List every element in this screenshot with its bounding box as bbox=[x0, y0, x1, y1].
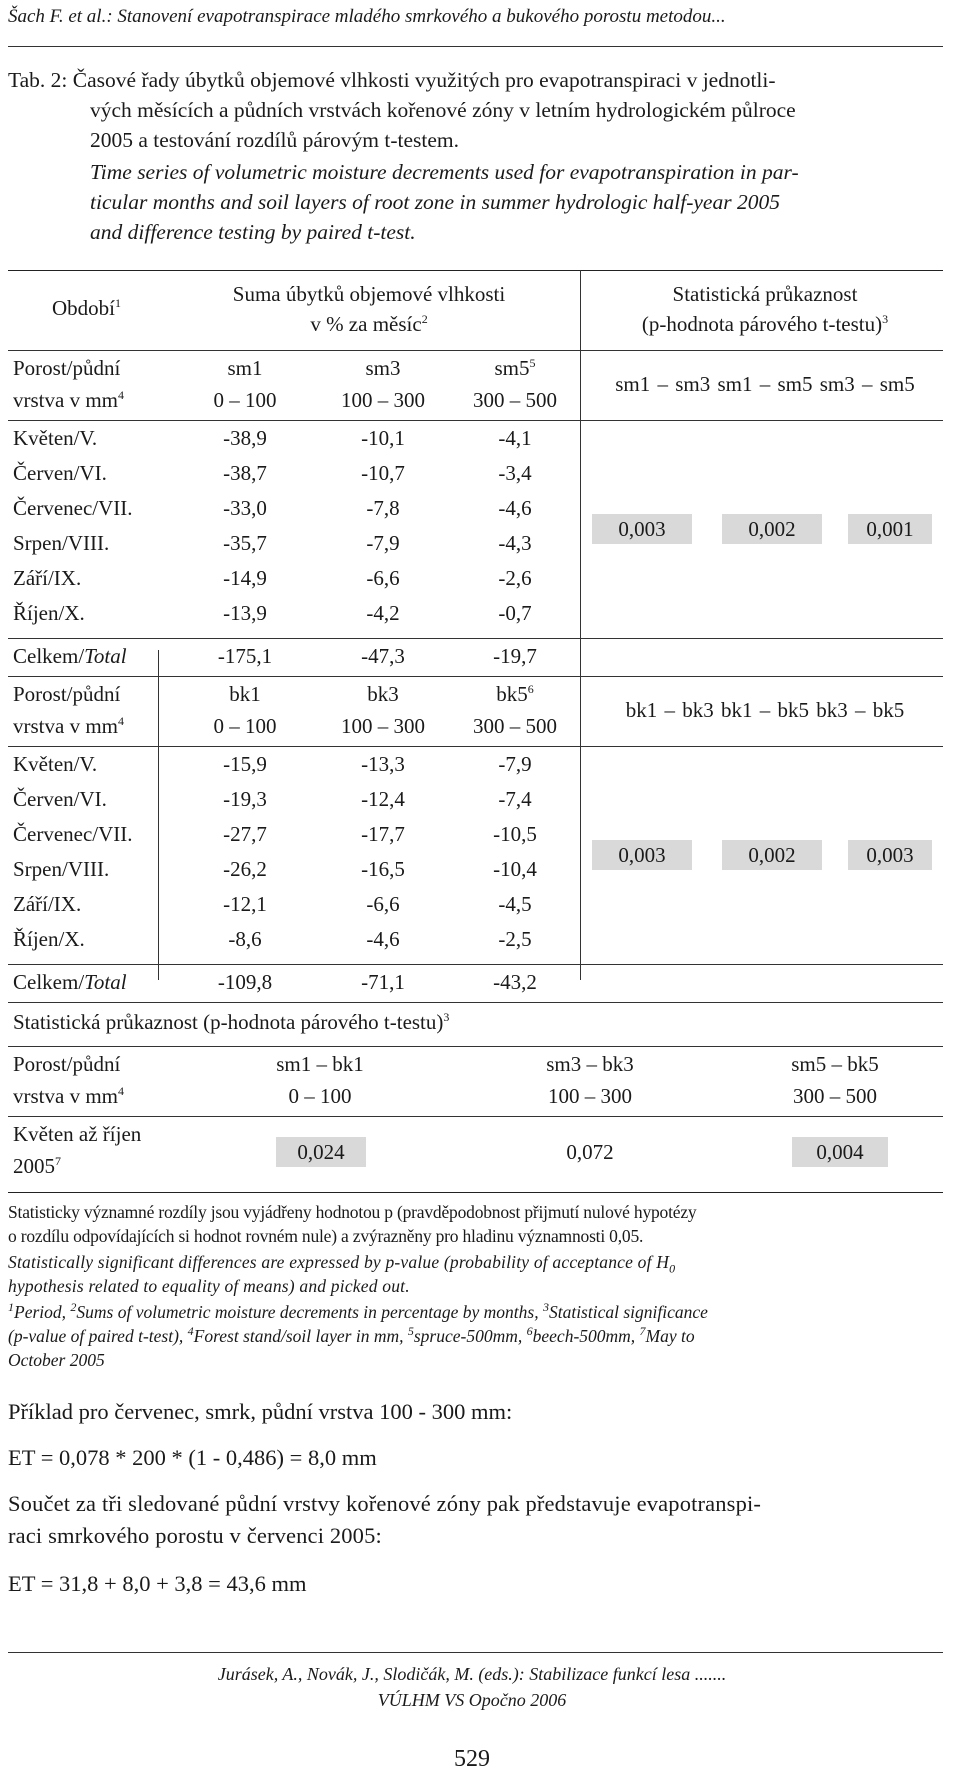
compare-period: Květen až říjen bbox=[13, 1122, 142, 1146]
row-value-layer1: -13,9 bbox=[223, 601, 267, 625]
compare-col-sm1-bk1-depth: 0 – 100 bbox=[288, 1084, 352, 1108]
row-value-layer1: -27,7 bbox=[223, 822, 267, 846]
page-number: 529 bbox=[454, 1746, 490, 1772]
row-value-layer1: -19,3 bbox=[223, 787, 267, 811]
beech-total-label: Celkem/Total bbox=[13, 970, 127, 994]
header-obdobi: Období$^1$ bbox=[52, 296, 121, 320]
col-sm3-depth: 100 – 300 bbox=[341, 388, 425, 412]
row-value-layer1: -33,0 bbox=[223, 496, 267, 520]
row-month: Květen/V. bbox=[13, 752, 98, 776]
porost-label: vrstva v $mm^4$ bbox=[13, 714, 124, 738]
row-rule bbox=[8, 1116, 943, 1117]
compare-p-sm5-bk5: 0,004 bbox=[792, 1137, 888, 1167]
row-value-layer1: -15,9 bbox=[223, 752, 267, 776]
beech-total-bk3: -71,1 bbox=[361, 970, 405, 994]
row-value-layer3: -17,7 bbox=[361, 822, 405, 846]
porost-label: Porost/půdní bbox=[13, 1052, 121, 1076]
row-value-layer1: -35,7 bbox=[223, 531, 267, 555]
row-value-layer5: -4,1 bbox=[498, 426, 532, 450]
spruce-p-sm1-sm5: 0,002 bbox=[722, 514, 822, 544]
beech-total-bk1: -109,8 bbox=[217, 970, 273, 994]
compare-title: Statistická průkaznost (p-hodnota párového t-testu)$^3$ bbox=[13, 1010, 450, 1034]
row-month: Srpen/VIII. bbox=[13, 531, 110, 555]
compare-col-sm5-bk5: sm5 – bk5 bbox=[791, 1052, 879, 1076]
header-suma: Suma úbytků objemové vlhkosti bbox=[232, 282, 506, 306]
row-value-layer5: -2,5 bbox=[498, 927, 532, 951]
header-suma-unit: v % za měsíc$^2$ bbox=[310, 312, 428, 336]
row-month: Květen/V. bbox=[13, 426, 98, 450]
row-value-layer3: -7,9 bbox=[366, 531, 400, 555]
row-rule bbox=[8, 420, 943, 421]
row-value-layer1: -8,6 bbox=[228, 927, 262, 951]
spruce-total-sm1: -175,1 bbox=[217, 644, 273, 668]
equation-2: ET = 31,8 + 8,0 + 3,8 = 43,6 mm bbox=[8, 1571, 307, 1596]
row-month: Září/IX. bbox=[13, 566, 82, 590]
col-sm1-depth: 0 – 100 bbox=[213, 388, 277, 412]
compare-p-sm1-bk1: 0,024 bbox=[276, 1137, 366, 1167]
col-bk1-depth: 0 – 100 bbox=[213, 714, 277, 738]
row-month: Červen/VI. bbox=[13, 787, 107, 811]
beech-p-bk1-bk3: 0,003 bbox=[592, 840, 692, 870]
example-heading: Příklad pro červenec, smrk, půdní vrstva 100 - 300 mm: bbox=[8, 1399, 513, 1424]
row-value-layer3: -10,1 bbox=[361, 426, 405, 450]
compare-col-sm3-bk3-depth: 100 – 300 bbox=[548, 1084, 632, 1108]
col-bk3-depth: 100 – 300 bbox=[341, 714, 425, 738]
caption-en-line: Time series of volumetric moisture decrements used for evapotranspiration in par- bbox=[90, 160, 799, 184]
col-bk3: bk3 bbox=[367, 682, 399, 706]
row-value-layer5: -4,5 bbox=[498, 892, 532, 916]
equation-1: ET = 0,078 * 200 * (1 - 0,486) = 8,0 mm bbox=[8, 1445, 377, 1470]
row-value-layer1: -38,9 bbox=[223, 426, 267, 450]
col-sm5: $sm5^5$ bbox=[494, 356, 536, 380]
footnotes: $^1$Period, $^2$Sums of volumetric moisture decrements in percentage by months, $^3$Statistical significance (p-value of paired t-test), $^4$Forest stand/soil layer in mm, $^5$spruce-500mm, $^6$beech-500mm, $^7$May to October 2005 bbox=[8, 1300, 708, 1370]
row-value-layer1: -26,2 bbox=[223, 857, 267, 881]
row-value-layer3: -10,7 bbox=[361, 461, 405, 485]
col-sm1: sm1 bbox=[227, 356, 263, 380]
row-month: Červenec/VII. bbox=[13, 822, 133, 846]
row-month: Červen/VI. bbox=[13, 461, 107, 485]
header-rule bbox=[8, 46, 943, 47]
table-bottom-rule bbox=[8, 1192, 943, 1193]
compare-col-sm5-bk5-depth: 300 – 500 bbox=[793, 1084, 877, 1108]
porost-label: vrstva v $mm^4$ bbox=[13, 388, 124, 412]
footer-publisher: VÚLHM VS Opočno 2006 bbox=[377, 1690, 567, 1710]
row-value-layer3: -4,6 bbox=[366, 927, 400, 951]
porost-label: Porost/půdní bbox=[13, 682, 121, 706]
row-rule bbox=[8, 964, 943, 965]
header-stat-sub: (p-hodnota párového t-testu)$^3$ bbox=[641, 312, 889, 336]
row-rule bbox=[8, 1002, 943, 1003]
compare-col-sm3-bk3: sm3 – bk3 bbox=[546, 1052, 634, 1076]
header-stat: Statistická průkaznost bbox=[672, 282, 858, 306]
row-rule bbox=[8, 638, 943, 639]
row-value-layer1: -38,7 bbox=[223, 461, 267, 485]
row-rule bbox=[8, 676, 943, 677]
caption-cz-line: Tab. 2: Časové řady úbytků objemové vlhkosti využitých pro evapotranspiraci v jednotli- bbox=[8, 68, 776, 92]
col-sm5-depth: 300 – 500 bbox=[473, 388, 557, 412]
spruce-total-sm5: -19,7 bbox=[493, 644, 537, 668]
porost-label: vrstva v $mm^4$ bbox=[13, 1084, 124, 1108]
caption-en-line: and difference testing by paired t-test. bbox=[90, 220, 416, 244]
sum-paragraph: Součet za tři sledované půdní vrstvy kořenové zóny pak představuje evapotranspi- raci smrkového porostu v červenci 2005: bbox=[8, 1491, 762, 1548]
row-value-layer3: -7,8 bbox=[366, 496, 400, 520]
beech-p-bk1-bk5: 0,002 bbox=[722, 840, 822, 870]
row-month: Srpen/VIII. bbox=[13, 857, 110, 881]
spruce-p-sm1-sm3: 0,003 bbox=[592, 514, 692, 544]
note-en: Statistically significant differences are expressed by p-value (probability of acceptance of $H_0$ hypothesis related to equality of means) and picked out. bbox=[8, 1252, 676, 1296]
porost-label: Porost/půdní bbox=[13, 356, 121, 380]
running-header: Šach F. et al.: Stanovení evapotranspirace mladého smrkového a bukového porostu metodou... bbox=[8, 6, 726, 27]
row-value-layer1: -14,9 bbox=[223, 566, 267, 590]
row-value-layer3: -13,3 bbox=[361, 752, 405, 776]
row-month: Červenec/VII. bbox=[13, 496, 133, 520]
beech-total-bk5: -43,2 bbox=[493, 970, 537, 994]
col-bk1: bk1 bbox=[229, 682, 261, 706]
row-value-layer5: -3,4 bbox=[498, 461, 532, 485]
footer-citation: Jurásek, A., Novák, J., Slodičák, M. (eds.): Stabilizace funkcí lesa ....... bbox=[217, 1664, 727, 1684]
row-value-layer5: -7,9 bbox=[498, 752, 532, 776]
row-value-layer5: -2,6 bbox=[498, 566, 532, 590]
footer-rule bbox=[8, 1652, 943, 1653]
caption-cz-line: 2005 a testování rozdílů párovým t-testem. bbox=[90, 128, 459, 152]
spruce-total-label: Celkem/Total bbox=[13, 644, 127, 668]
row-value-layer3: -6,6 bbox=[366, 566, 400, 590]
row-value-layer5: -7,4 bbox=[498, 787, 532, 811]
column-divider bbox=[158, 650, 159, 980]
row-value-layer3: -4,2 bbox=[366, 601, 400, 625]
spruce-p-sm3-sm5: 0,001 bbox=[848, 514, 932, 544]
row-rule bbox=[8, 1046, 943, 1047]
row-rule bbox=[8, 350, 943, 351]
row-value-layer5: -0,7 bbox=[498, 601, 532, 625]
table-top-rule bbox=[8, 270, 943, 271]
note-cz: Statisticky významné rozdíly jsou vyjádřeny hodnotou p (pravděpodobnost přijmutí nulové hypotézy o rozdílu odpovídajících si hodnot rovném nule) a zvýrazněny pro hladinu významnosti 0,05. bbox=[8, 1202, 697, 1246]
spruce-total-sm3: -47,3 bbox=[361, 644, 405, 668]
col-sm3: sm3 bbox=[365, 356, 401, 380]
col-bk5-depth: 300 – 500 bbox=[473, 714, 557, 738]
row-value-layer1: -12,1 bbox=[223, 892, 267, 916]
col-bk5: $bk5^6$ bbox=[496, 682, 534, 706]
row-value-layer5: -10,4 bbox=[493, 857, 537, 881]
beech-p-bk3-bk5: 0,003 bbox=[848, 840, 932, 870]
compare-period-year: 2005$^7$ bbox=[13, 1154, 61, 1178]
row-month: Říjen/X. bbox=[13, 927, 85, 951]
row-value-layer3: -12,4 bbox=[361, 787, 405, 811]
compare-col-sm1-bk1: sm1 – bk1 bbox=[276, 1052, 364, 1076]
beech-pairs: bk1 – bk3 bk1 – bk5 bk3 – bk5 bbox=[625, 698, 905, 722]
row-value-layer5: -4,6 bbox=[498, 496, 532, 520]
caption-en-line: ticular months and soil layers of root zone in summer hydrologic half-year 2005 bbox=[90, 190, 780, 214]
row-month: Říjen/X. bbox=[13, 601, 85, 625]
row-rule bbox=[8, 746, 943, 747]
spruce-pairs: sm1 – sm3 sm1 – sm5 sm3 – sm5 bbox=[615, 372, 915, 396]
row-month: Září/IX. bbox=[13, 892, 82, 916]
row-value-layer3: -16,5 bbox=[361, 857, 405, 881]
row-value-layer5: -10,5 bbox=[493, 822, 537, 846]
row-value-layer3: -6,6 bbox=[366, 892, 400, 916]
caption-cz-line: vých měsících a půdních vrstvách kořenové zóny v letním hydrologickém půlroce bbox=[90, 98, 796, 122]
row-value-layer5: -4,3 bbox=[498, 531, 532, 555]
compare-p-sm3-bk3: 0,072 bbox=[566, 1140, 614, 1164]
